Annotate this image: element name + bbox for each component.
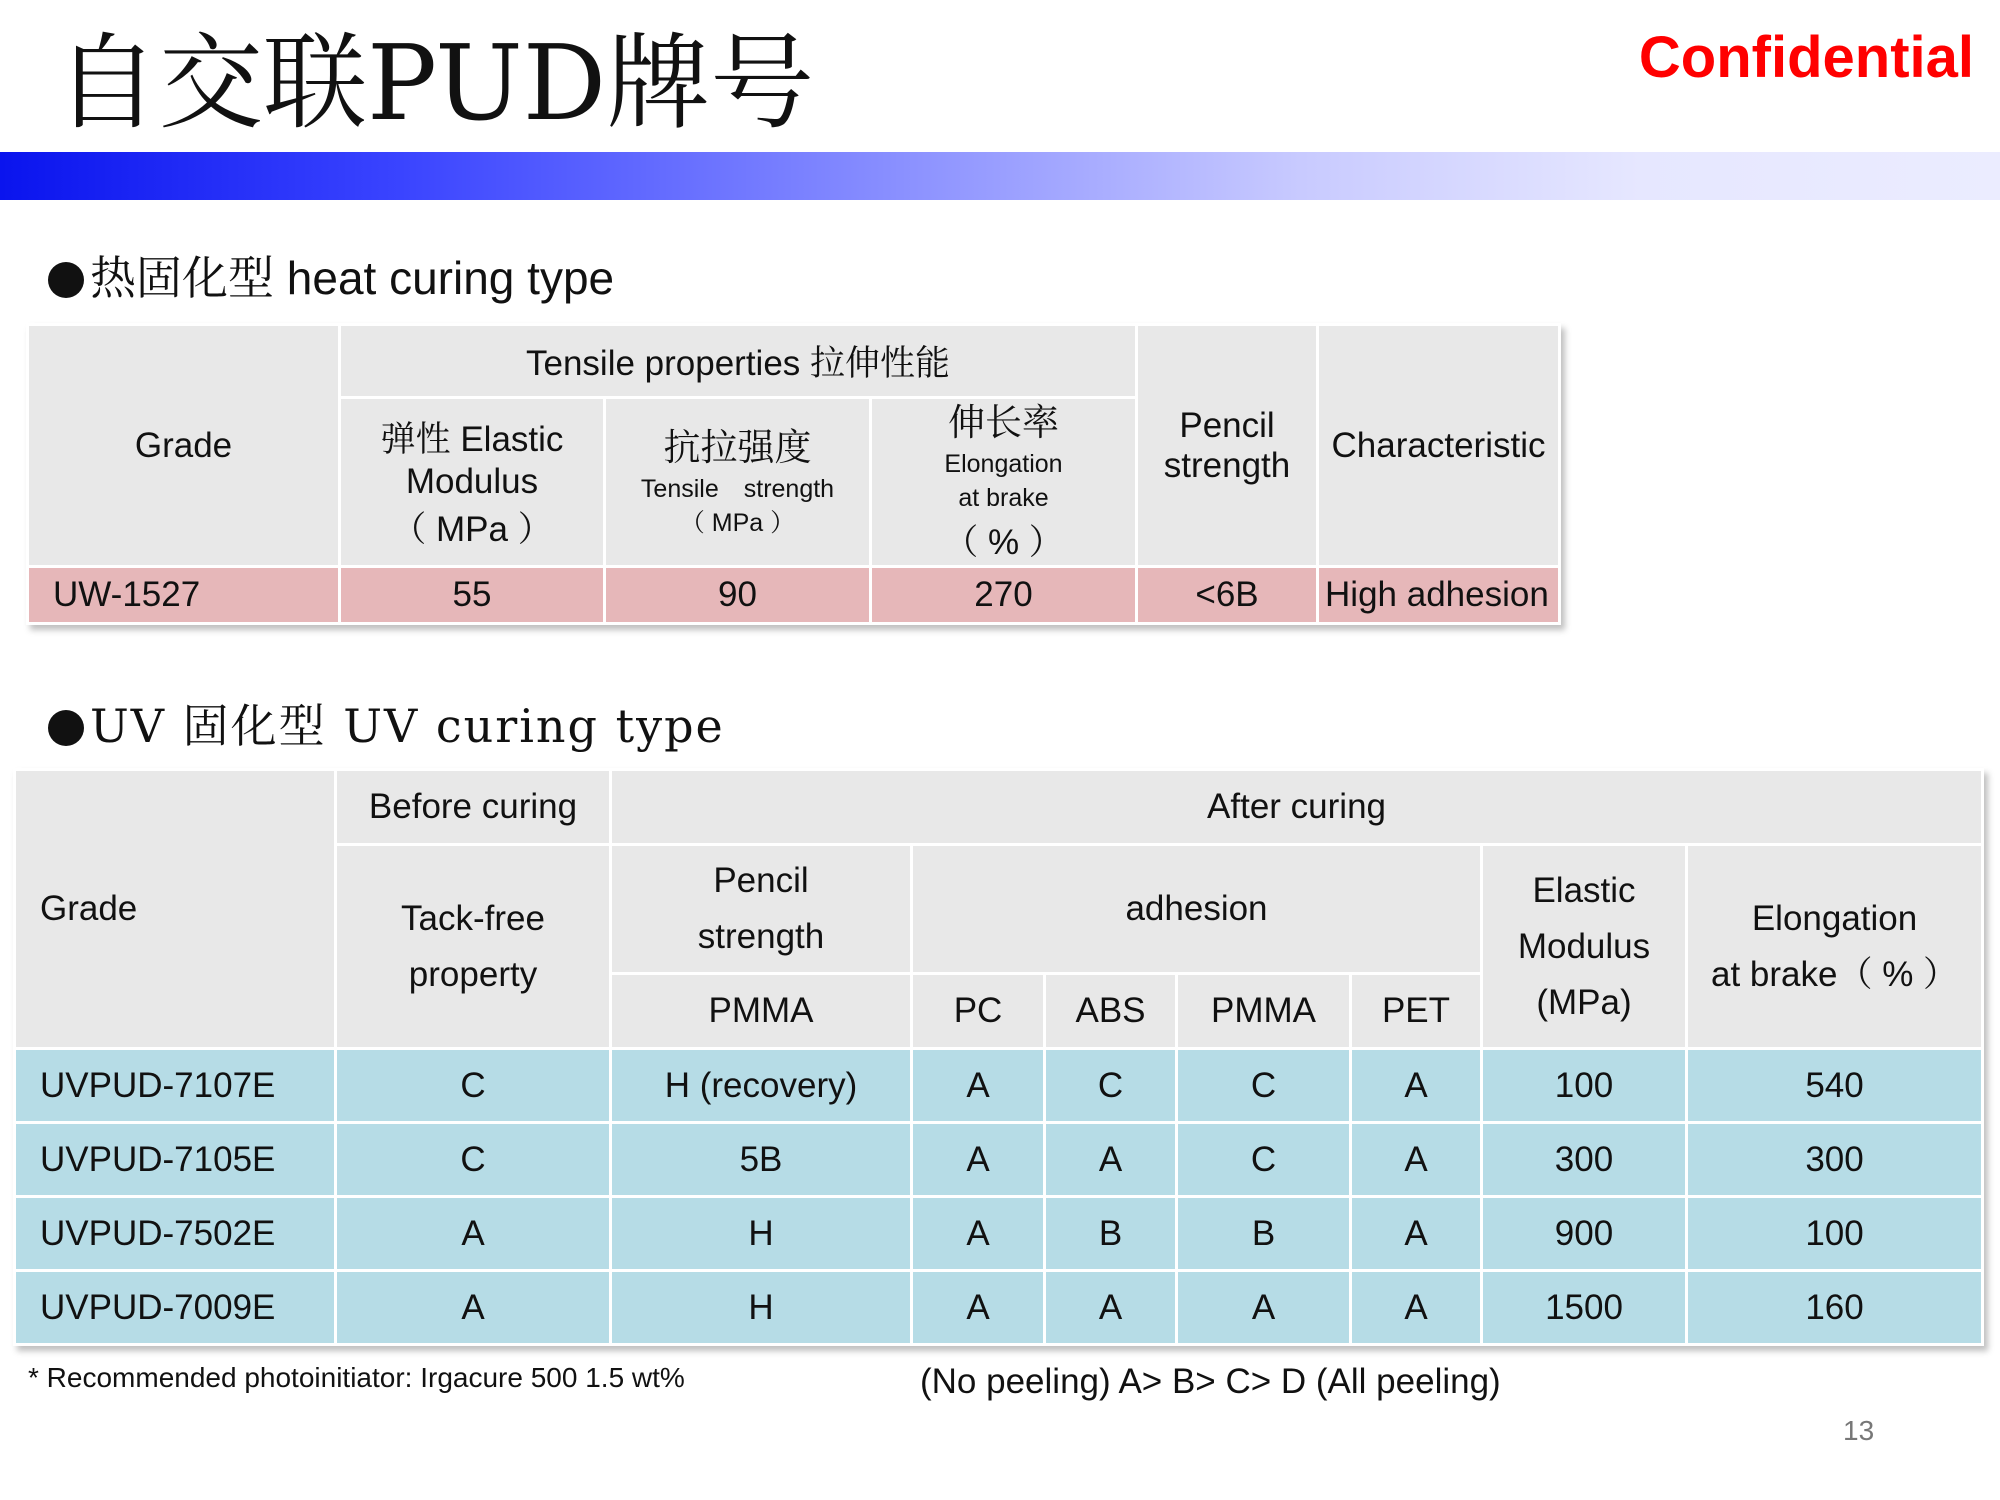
cell-elongation: 300 xyxy=(1687,1123,1983,1197)
footnote: * Recommended photoinitiator: Irgacure 500 1.5 wt% xyxy=(28,1362,685,1393)
cell-adhesion-abs: A xyxy=(1045,1271,1177,1345)
elongation-label-2: Elongation xyxy=(944,450,1063,478)
heat-curing-heading xyxy=(48,242,614,308)
cell-elastic-modulus: 55 xyxy=(340,567,605,624)
cell-elongation: 540 xyxy=(1687,1049,1983,1123)
pencil-label-1: Pencil xyxy=(713,861,809,900)
cell-elastic-modulus: 1500 xyxy=(1482,1271,1687,1345)
cell-adhesion-pmma: C xyxy=(1177,1049,1351,1123)
cell-tensile-strength: 90 xyxy=(605,567,871,624)
heat-curing-table xyxy=(26,323,1561,625)
table-row xyxy=(15,1123,1983,1197)
tensile-label-2: Tensile strength xyxy=(640,475,835,503)
cell-pencil-strength: <6B xyxy=(1137,567,1318,624)
cell-tack-free: C xyxy=(336,1123,611,1197)
cell-adhesion-abs: A xyxy=(1045,1123,1177,1197)
tack-label-2: property xyxy=(408,954,538,994)
cell-elastic-modulus: 300 xyxy=(1482,1123,1687,1197)
cell-elongation: 160 xyxy=(1687,1271,1983,1345)
cell-grade: UVPUD-7107E xyxy=(15,1049,336,1123)
subheader-pencil-pmma: PMMA xyxy=(611,974,912,1049)
elastic-label-1: 弹性 Elastic xyxy=(380,420,564,459)
cell-grade: UW-1527 xyxy=(28,567,340,624)
elastic-label-1: Elastic xyxy=(1532,870,1636,910)
cell-tack-free: A xyxy=(336,1197,611,1271)
adhesion-legend-note: (No peeling) A> B> C> D (All peeling) xyxy=(920,1362,1501,1401)
cell-adhesion-pmma: A xyxy=(1177,1271,1351,1345)
header-pencil-strength xyxy=(1137,325,1318,567)
header-elongation xyxy=(871,398,1137,567)
cell-adhesion-pc: A xyxy=(912,1049,1045,1123)
header-tensile-strength xyxy=(605,398,871,567)
cell-grade: UVPUD-7502E xyxy=(15,1197,336,1271)
elongation-label-3: at brake xyxy=(958,484,1049,512)
elastic-label-2: Modulus xyxy=(1517,926,1651,966)
heat-curing-heading-text: 热固化型 heat curing type xyxy=(90,252,615,304)
cell-pencil-strength: 5B xyxy=(611,1123,912,1197)
cell-characteristic: High adhesion xyxy=(1318,567,1560,624)
cell-adhesion-pc: A xyxy=(912,1197,1045,1271)
header-elastic-modulus xyxy=(340,398,605,567)
table-row xyxy=(28,567,1560,624)
cell-adhesion-pc: A xyxy=(912,1123,1045,1197)
elastic-label-3: （ MPa ） xyxy=(391,510,553,549)
tensile-label-3: （ MPa ） xyxy=(679,509,796,537)
header-tack-free xyxy=(336,845,611,1049)
header-characteristic: Characteristic xyxy=(1318,325,1560,567)
elastic-label-3: (MPa) xyxy=(1536,982,1632,1022)
bullet-icon xyxy=(48,262,84,298)
header-elastic-modulus xyxy=(1482,845,1687,1049)
tensile-label-1: 抗拉强度 xyxy=(663,427,812,468)
cell-tack-free: C xyxy=(336,1049,611,1123)
page-title: 自交联PUD牌号 xyxy=(55,22,815,144)
cell-adhesion-pc: A xyxy=(912,1271,1045,1345)
header-grade: Grade xyxy=(28,325,340,567)
cell-adhesion-pet: A xyxy=(1351,1197,1482,1271)
cell-adhesion-abs: C xyxy=(1045,1049,1177,1123)
uv-curing-heading-text: UV 固化型 UV curing type xyxy=(90,699,725,753)
uv-curing-table xyxy=(13,768,1984,1346)
cell-elongation: 270 xyxy=(871,567,1137,624)
pencil-label-2: strength xyxy=(1163,445,1291,485)
uv-curing-heading xyxy=(48,690,725,756)
header-pencil-strength xyxy=(611,845,912,974)
cell-elastic-modulus: 900 xyxy=(1482,1197,1687,1271)
pencil-label-1: Pencil xyxy=(1179,405,1275,445)
header-adhesion: adhesion xyxy=(912,845,1482,974)
page-number: 13 xyxy=(1843,1415,1875,1446)
header-tensile-properties: Tensile properties 拉伸性能 xyxy=(340,325,1137,398)
table-row xyxy=(15,1049,1983,1123)
tack-label-1: Tack-free xyxy=(401,898,545,938)
cell-adhesion-pet: A xyxy=(1351,1271,1482,1345)
cell-grade: UVPUD-7105E xyxy=(15,1123,336,1197)
cell-tack-free: A xyxy=(336,1271,611,1345)
elongation-label-2: at brake（ % ） xyxy=(1711,954,1959,994)
subheader-pmma: PMMA xyxy=(1177,974,1351,1049)
cell-adhesion-pmma: C xyxy=(1177,1123,1351,1197)
cell-adhesion-pmma: B xyxy=(1177,1197,1351,1271)
table-row xyxy=(15,1197,1983,1271)
cell-adhesion-pet: A xyxy=(1351,1049,1482,1123)
header-elongation xyxy=(1687,845,1983,1049)
cell-elongation: 100 xyxy=(1687,1197,1983,1271)
elongation-label-1: Elongation xyxy=(1751,898,1918,938)
header-grade: Grade xyxy=(15,770,336,1049)
elongation-label-4: （ % ） xyxy=(943,523,1064,562)
cell-elastic-modulus: 100 xyxy=(1482,1049,1687,1123)
pencil-label-2: strength xyxy=(697,917,825,956)
elastic-label-2: Modulus xyxy=(405,462,539,501)
table-row xyxy=(15,1271,1983,1345)
cell-pencil-strength: H (recovery) xyxy=(611,1049,912,1123)
cell-pencil-strength: H xyxy=(611,1197,912,1271)
header-after-curing: After curing xyxy=(611,770,1983,845)
subheader-abs: ABS xyxy=(1045,974,1177,1049)
cell-grade: UVPUD-7009E xyxy=(15,1271,336,1345)
header-before-curing: Before curing xyxy=(336,770,611,845)
header-gradient-bar xyxy=(0,152,2000,200)
subheader-pet: PET xyxy=(1351,974,1482,1049)
subheader-pc: PC xyxy=(912,974,1045,1049)
bullet-icon xyxy=(48,710,84,746)
elongation-label-1: 伸长率 xyxy=(948,402,1059,443)
cell-adhesion-pet: A xyxy=(1351,1123,1482,1197)
cell-pencil-strength: H xyxy=(611,1271,912,1345)
confidential-label: Confidential xyxy=(1638,25,1974,90)
cell-adhesion-abs: B xyxy=(1045,1197,1177,1271)
